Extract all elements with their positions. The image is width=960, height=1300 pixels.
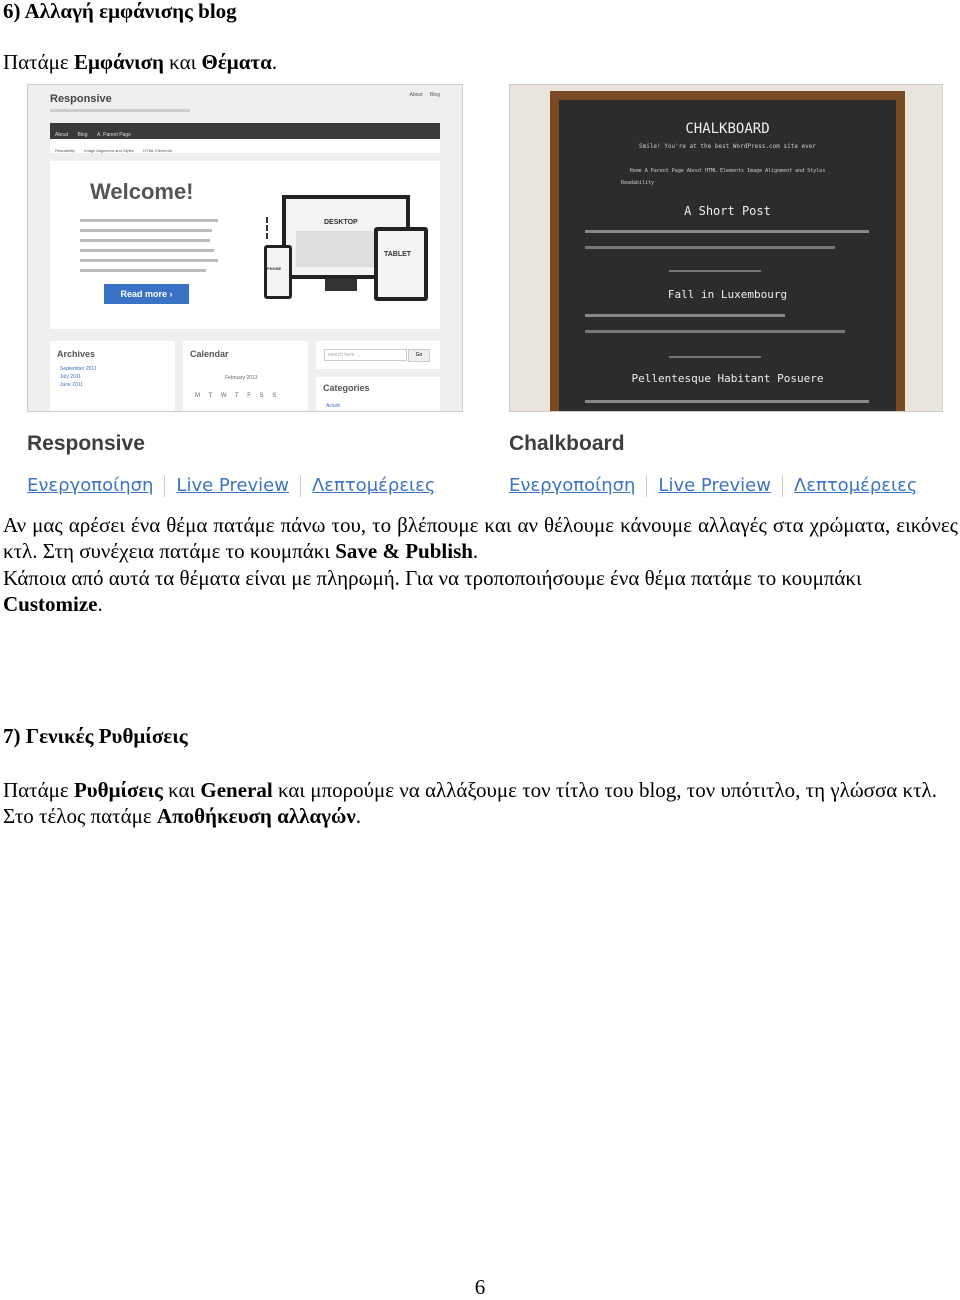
resp-submenu-item: Readability xyxy=(55,148,75,153)
resp-menu-item: About xyxy=(55,132,69,138)
chalk-post-excerpt xyxy=(585,400,869,412)
resp-submenu-item: Image Alignment and Styles xyxy=(84,148,134,153)
intro-appearance: Εμφάνιση xyxy=(73,50,164,74)
resp-categories-widget xyxy=(316,377,440,411)
resp-search-widget xyxy=(316,341,440,369)
action-separator xyxy=(646,475,647,497)
paragraph-text: Αν μας αρέσει ένα θέμα πατάμε πάνω του, το βλέπουμε και αν θέλουμε κάνουμε αλλαγές στα χρώματα, εικόνες κτλ. Στη συνέχεια πατάμε το κουμπάκι xyxy=(3,513,958,563)
customize-term: Customize xyxy=(3,592,98,616)
action-separator xyxy=(782,475,783,497)
calendar-month: February 2013 xyxy=(225,375,258,381)
save-changes-term: Αποθήκευση αλλαγών xyxy=(156,804,356,828)
desktop-label: DESKTOP xyxy=(324,219,358,226)
resp-top-links: About Blog xyxy=(409,92,440,98)
resp-tagline xyxy=(50,109,190,112)
resp-hero-text xyxy=(80,219,218,279)
phone-label: PHONE xyxy=(267,266,282,271)
chalk-nav: Home A Parent Page About HTML Elements Image Alignment and Styles xyxy=(629,168,826,174)
categories-title: Categories xyxy=(323,383,370,393)
dashed-arrow-icon xyxy=(266,217,270,239)
chalk-post-title: Fall in Luxembourg xyxy=(667,288,788,301)
resp-menu-item: Blog xyxy=(77,132,88,138)
paragraph-text: . xyxy=(355,804,361,828)
resp-submenu xyxy=(50,139,440,153)
resp-hero xyxy=(50,161,440,329)
action-separator xyxy=(164,475,165,497)
theme-name-chalkboard: Chalkboard xyxy=(509,432,625,455)
paragraph-text: και μπορούμε να αλλάξουμε τον τίτλο του blog, τον υπότιτλο, τη γλώσσα κτλ. Στο τέλος πατάμε xyxy=(3,778,937,828)
intro-text: Πατάμε xyxy=(3,50,74,74)
resp-menu xyxy=(50,123,440,139)
activate-chalkboard-link[interactable]: Ενεργοποίηση xyxy=(509,475,636,496)
archive-item: September 2011 xyxy=(60,366,97,372)
settings-term: Ρυθμίσεις xyxy=(73,778,163,802)
tablet-label: TABLET xyxy=(384,251,412,258)
resp-search-input: search here ... xyxy=(324,349,407,361)
chalk-subtitle: Smile! You're at the best WordPress.com site ever xyxy=(638,143,816,150)
chalk-divider xyxy=(669,270,761,272)
resp-menu-item: A. Parent Page xyxy=(97,132,131,138)
paragraph-text: και xyxy=(162,778,201,802)
general-term: General xyxy=(200,778,273,802)
live-preview-responsive-link[interactable]: Live Preview xyxy=(176,475,289,496)
chalk-post-title: A Short Post xyxy=(684,204,771,218)
action-separator xyxy=(300,475,301,497)
paragraph-text: Κάποια από αυτά τα θέματα είναι με πληρωμή. Για να τροποποιήσουμε ένα θέμα πατάμε το κουμπάκι xyxy=(3,566,862,590)
resp-submenu-item: HTML Elements xyxy=(143,148,172,153)
details-chalkboard-link[interactable]: Λεπτομέρειες xyxy=(793,475,918,496)
resp-calendar-widget xyxy=(183,341,308,411)
resp-read-more-button: Read more › xyxy=(104,284,189,304)
intro-text: και xyxy=(163,50,202,74)
details-responsive-link[interactable]: Λεπτομέρειες xyxy=(311,475,436,496)
chalk-site-title: CHALKBOARD xyxy=(685,121,770,137)
chalkboard-frame xyxy=(550,91,905,412)
calendar-title: Calendar xyxy=(190,349,229,359)
intro-themes: Θέματα xyxy=(201,50,272,74)
chalk-divider xyxy=(669,356,761,358)
archive-item: July 2011 xyxy=(60,374,82,380)
chalkboard-theme-screenshot[interactable] xyxy=(509,84,943,412)
resp-search-go-button: Go xyxy=(408,349,430,362)
section-7-paragraph xyxy=(3,777,958,829)
paragraph-text: Πατάμε xyxy=(3,778,74,802)
section-6-intro xyxy=(3,49,277,75)
archives-list xyxy=(60,365,97,389)
resp-site-title: Responsive xyxy=(50,93,112,105)
paragraph-text: . xyxy=(472,539,479,563)
chalk-nav-item: Readability xyxy=(621,180,655,186)
chalkboard-surface xyxy=(559,100,896,412)
paragraph-text: . xyxy=(97,592,103,616)
archive-item: June 2011 xyxy=(60,382,83,388)
responsive-theme-actions xyxy=(27,475,435,497)
category-item: Aciurb xyxy=(326,403,341,409)
monitor-stand-icon xyxy=(325,279,357,291)
chalkboard-theme-actions xyxy=(509,475,917,497)
chalk-post-excerpt xyxy=(585,230,869,249)
resp-welcome: Welcome! xyxy=(90,179,194,204)
calendar-days: M T W T F S S xyxy=(195,393,277,399)
tablet-icon xyxy=(374,227,428,301)
resp-archives-widget xyxy=(50,341,175,411)
section-6-paragraph-1 xyxy=(3,512,958,564)
responsive-theme-screenshot[interactable] xyxy=(27,84,463,412)
live-preview-chalkboard-link[interactable]: Live Preview xyxy=(658,475,771,496)
archives-title: Archives xyxy=(57,349,96,359)
page-number: 6 xyxy=(474,1275,486,1299)
save-publish-term: Save & Publish xyxy=(335,539,473,563)
chalk-post-title: Pellentesque Habitant Posuere xyxy=(631,372,824,385)
intro-text: . xyxy=(271,50,278,74)
chalk-post-excerpt xyxy=(585,314,869,333)
section-6-paragraph-2 xyxy=(3,565,958,617)
activate-responsive-link[interactable]: Ενεργοποίηση xyxy=(27,475,154,496)
theme-name-responsive: Responsive xyxy=(27,432,145,455)
phone-icon xyxy=(264,245,292,299)
section-6-heading: 6) Αλλαγή εμφάνισης blog xyxy=(3,0,237,23)
section-7-heading: 7) Γενικές Ρυθμίσεις xyxy=(3,724,188,748)
